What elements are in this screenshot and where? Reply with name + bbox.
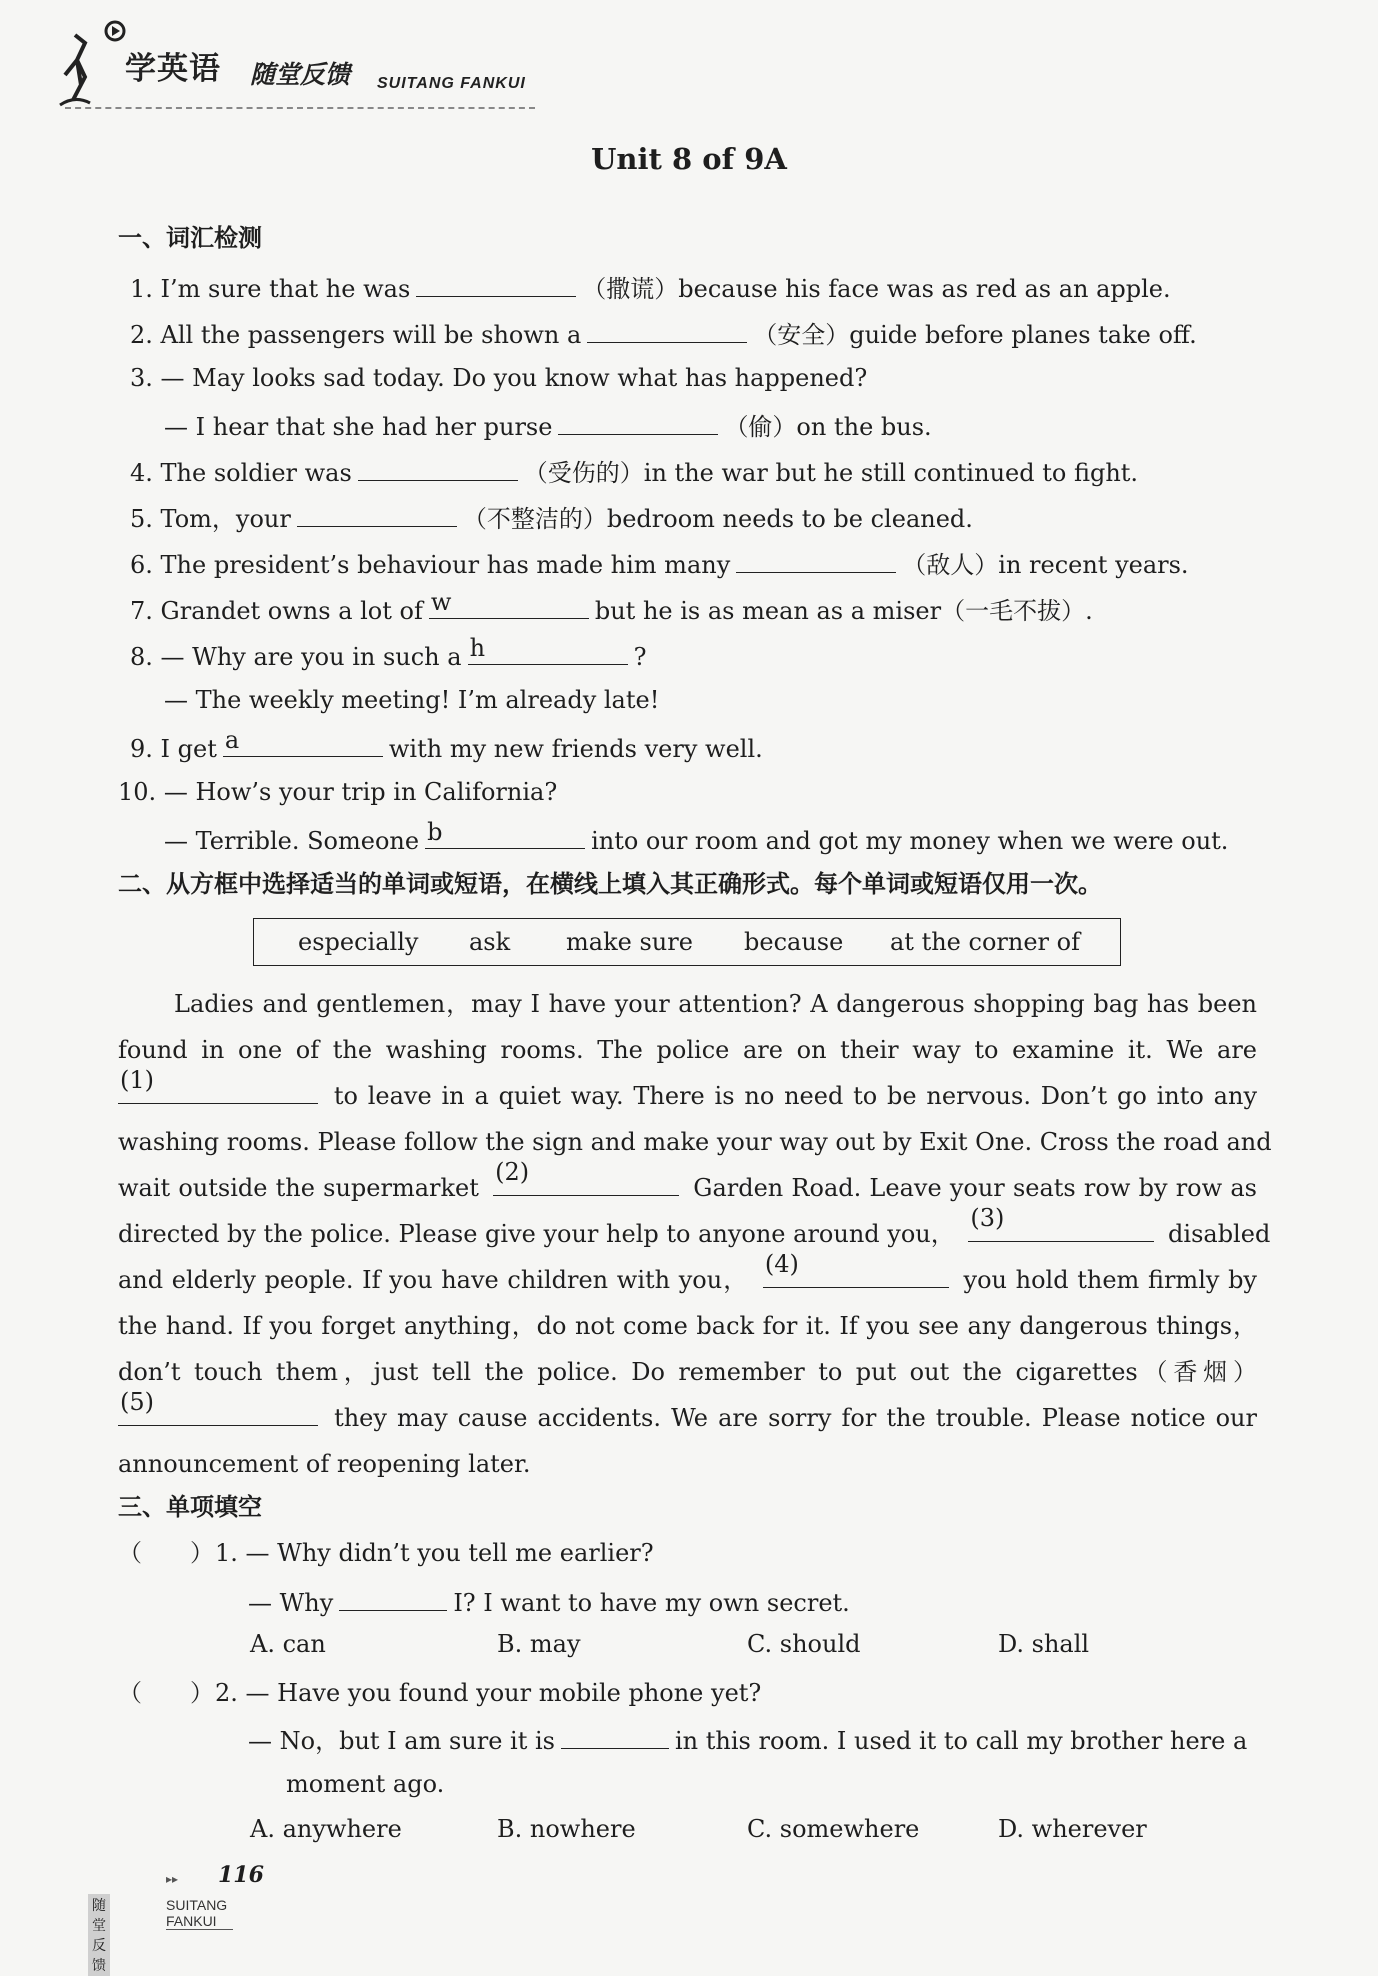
item-text-after: into our room and got my money when we were out. <box>591 827 1229 855</box>
question-text: — Have you found your mobile phone yet? <box>245 1679 762 1707</box>
vocab-item <box>130 362 867 394</box>
footer-tag-en: SUITANG FANKUI <box>166 1897 233 1930</box>
option-d: D. shall <box>998 1630 1090 1658</box>
passage-line <box>118 1303 1257 1349</box>
answer-blank[interactable] <box>736 546 896 573</box>
logo-text-en: SUITANG FANKUI <box>377 75 526 92</box>
passage-line <box>118 981 1257 1027</box>
item-text-after: （撒谎）because his face was as red as an apple. <box>582 275 1171 303</box>
mc-line <box>248 1722 1247 1757</box>
blank-hint: (4) <box>764 1250 799 1278</box>
item-text-after: （受伤的）in the war but he still continued to fight. <box>523 459 1139 487</box>
passage-line <box>118 1250 1257 1303</box>
passage-text: don’t touch them，just tell the police. Do remember to put out the cigarettes（香烟） <box>118 1358 1257 1386</box>
option-d: D. wherever <box>998 1815 1147 1843</box>
runner-figure-icon <box>55 15 135 110</box>
footer-tag-cn: 随堂反馈 <box>88 1894 110 1976</box>
passage-line <box>118 1349 1257 1395</box>
item-text: I’m sure that he was <box>160 275 411 303</box>
item-text: — Why are you in such a <box>160 643 462 671</box>
vocab-item <box>130 500 973 535</box>
passage <box>118 981 1272 1487</box>
answer-blank[interactable] <box>297 500 457 527</box>
vocab-item <box>164 818 1229 857</box>
passage-line <box>118 1204 1271 1257</box>
option-c: C. should <box>747 1630 861 1658</box>
item-number: 8. <box>130 643 153 671</box>
passage-line <box>118 1066 1257 1119</box>
question-text: — No，but I am sure it is <box>248 1727 555 1755</box>
blank-hint: a <box>224 726 240 754</box>
passage-text: to leave in a quiet way. There is no need to be nervous. Don’t go into any <box>333 1082 1257 1110</box>
word-box <box>253 918 1121 966</box>
passage-text: wait outside the supermarket <box>118 1174 479 1202</box>
item-text: Tom，your <box>160 505 291 533</box>
logo-text-cn-sub: 随堂反馈 <box>250 60 351 89</box>
vocab-item <box>130 588 1093 627</box>
page-title: Unit 8 of 9A <box>591 142 787 176</box>
answer-blank[interactable] <box>118 1066 318 1104</box>
answer-parentheses: （ ） <box>118 1679 214 1707</box>
word-box-item: ask <box>469 928 511 956</box>
passage-text: Ladies and gentlemen，may I have your attention? A dangerous shopping bag has been <box>174 990 1257 1018</box>
mc-line <box>118 1677 214 1709</box>
item-text: — Terrible. Someone <box>164 827 420 855</box>
word-box-item: make sure <box>566 928 693 956</box>
passage-text: announcement of reopening later. <box>118 1450 531 1478</box>
word-box-item: because <box>744 928 844 956</box>
answer-blank[interactable] <box>493 1158 679 1196</box>
item-number: 7. <box>130 597 153 625</box>
item-number: 10. <box>118 778 157 806</box>
answer-blank[interactable] <box>425 818 585 849</box>
answer-blank[interactable] <box>416 270 576 297</box>
word-box-item: at the corner of <box>890 928 1080 956</box>
arrow-icon: ▸▸ <box>166 1872 179 1886</box>
answer-blank[interactable] <box>118 1388 318 1426</box>
item-number: 5. <box>130 505 153 533</box>
mc-line <box>286 1768 444 1800</box>
option-b: B. may <box>497 1630 581 1658</box>
blank-hint: (5) <box>120 1388 154 1416</box>
answer-blank[interactable] <box>339 1584 447 1611</box>
vocab-item <box>130 546 1189 581</box>
mc-line <box>215 1537 654 1569</box>
item-text: The soldier was <box>160 459 352 487</box>
logo-text-cn: 学英语 <box>125 51 221 87</box>
item-number: 2. <box>130 321 153 349</box>
question-number: 1. <box>215 1539 238 1567</box>
vocab-item <box>130 270 1171 305</box>
passage-line <box>118 1158 1257 1211</box>
passage-text: disabled <box>1168 1220 1271 1248</box>
answer-blank[interactable] <box>468 634 628 665</box>
item-text: The president’s behaviour has made him many <box>160 551 731 579</box>
section-1-heading: 一、词汇检测 <box>118 224 262 252</box>
vocab-item <box>130 454 1138 489</box>
passage-text: directed by the police. Please give your help to anyone around you， <box>118 1220 955 1248</box>
item-text: — How’s your trip in California? <box>163 778 558 806</box>
option-b: B. nowhere <box>497 1815 636 1843</box>
item-number: 9. <box>130 735 153 763</box>
blank-hint: (1) <box>120 1066 154 1094</box>
mc-line <box>248 1584 850 1619</box>
question-text: — Why didn’t you tell me earlier? <box>245 1539 654 1567</box>
item-number: 1. <box>130 275 153 303</box>
item-text: Grandet owns a lot of <box>160 597 423 625</box>
passage-text: they may cause accidents. We are sorry for the trouble. Please notice our <box>334 1404 1257 1432</box>
answer-parentheses: （ ） <box>118 1539 214 1567</box>
blank-hint: h <box>469 634 486 662</box>
option-c: C. somewhere <box>747 1815 920 1843</box>
item-number: 3. <box>130 364 153 392</box>
mc-line <box>118 1537 214 1569</box>
answer-blank[interactable] <box>223 726 383 757</box>
vocab-item <box>130 316 1197 351</box>
answer-blank[interactable] <box>358 454 518 481</box>
passage-text: Garden Road. Leave your seats row by row as <box>693 1174 1257 1202</box>
section-2-heading: 二、从方框中选择适当的单词或短语，在横线上填入其正确形式。每个单词或短语仅用一次。 <box>118 870 1102 898</box>
section-3-heading: 三、单项填空 <box>118 1493 262 1521</box>
answer-blank[interactable] <box>558 408 718 435</box>
word-box-item: especially <box>298 928 419 956</box>
item-text: — I hear that she had her purse <box>164 413 553 441</box>
item-text-after: （安全）guide before planes take off. <box>753 321 1197 349</box>
answer-blank[interactable] <box>968 1204 1154 1242</box>
item-text: I get <box>160 735 217 763</box>
item-text: — The weekly meeting! I’m already late! <box>164 686 660 714</box>
answer-blank[interactable] <box>429 588 589 619</box>
item-text-after: （敌人）in recent years. <box>902 551 1189 579</box>
passage-line <box>118 1441 1257 1487</box>
vocab-item <box>130 726 763 765</box>
header-divider <box>65 107 535 109</box>
answer-blank[interactable] <box>561 1722 669 1749</box>
blank-hint: b <box>427 818 443 846</box>
question-number: 2. <box>215 1679 238 1707</box>
question-text: I? I want to have my own secret. <box>453 1589 850 1617</box>
blank-hint: (2) <box>495 1158 530 1186</box>
answer-blank[interactable] <box>763 1250 949 1288</box>
option-a: A. can <box>250 1630 326 1658</box>
vocab-item <box>118 776 557 808</box>
item-text-after: （不整洁的）bedroom needs to be cleaned. <box>462 505 973 533</box>
question-text: — Why <box>248 1589 334 1617</box>
vocab-item <box>130 634 647 673</box>
passage-text: you hold them firmly by <box>963 1266 1257 1294</box>
blank-hint: w <box>430 588 452 616</box>
passage-line <box>118 1119 1272 1165</box>
page-number: 116 <box>218 1862 264 1888</box>
passage-line <box>118 1388 1257 1441</box>
answer-blank[interactable] <box>587 316 747 343</box>
item-text-after: but he is as mean as a miser（一毛不拔）. <box>594 597 1093 625</box>
vocab-item <box>164 408 932 443</box>
passage-text: and elderly people. If you have children with you， <box>118 1266 749 1294</box>
passage-text: found in one of the washing rooms. The police are on their way to examine it. We are <box>118 1036 1257 1064</box>
item-number: 4. <box>130 459 153 487</box>
option-a: A. anywhere <box>250 1815 402 1843</box>
header-logo <box>55 15 615 115</box>
passage-text: the hand. If you forget anything，do not come back for it. If you see any dangerous things， <box>118 1312 1257 1340</box>
item-text: — May looks sad today. Do you know what has happened? <box>160 364 868 392</box>
item-text-after: ? <box>633 643 647 671</box>
item-text: All the passengers will be shown a <box>160 321 582 349</box>
vocab-item <box>164 684 659 716</box>
question-text: in this room. I used it to call my brother here a <box>675 1727 1248 1755</box>
passage-text: washing rooms. Please follow the sign and make your way out by Exit One. Cross the road and <box>118 1128 1272 1156</box>
question-text: moment ago. <box>286 1770 445 1798</box>
item-text-after: （偷）on the bus. <box>724 413 932 441</box>
blank-hint: (3) <box>970 1204 1005 1232</box>
mc-line <box>215 1677 761 1709</box>
item-text-after: with my new friends very well. <box>388 735 763 763</box>
item-number: 6. <box>130 551 153 579</box>
passage-line <box>118 1027 1257 1073</box>
